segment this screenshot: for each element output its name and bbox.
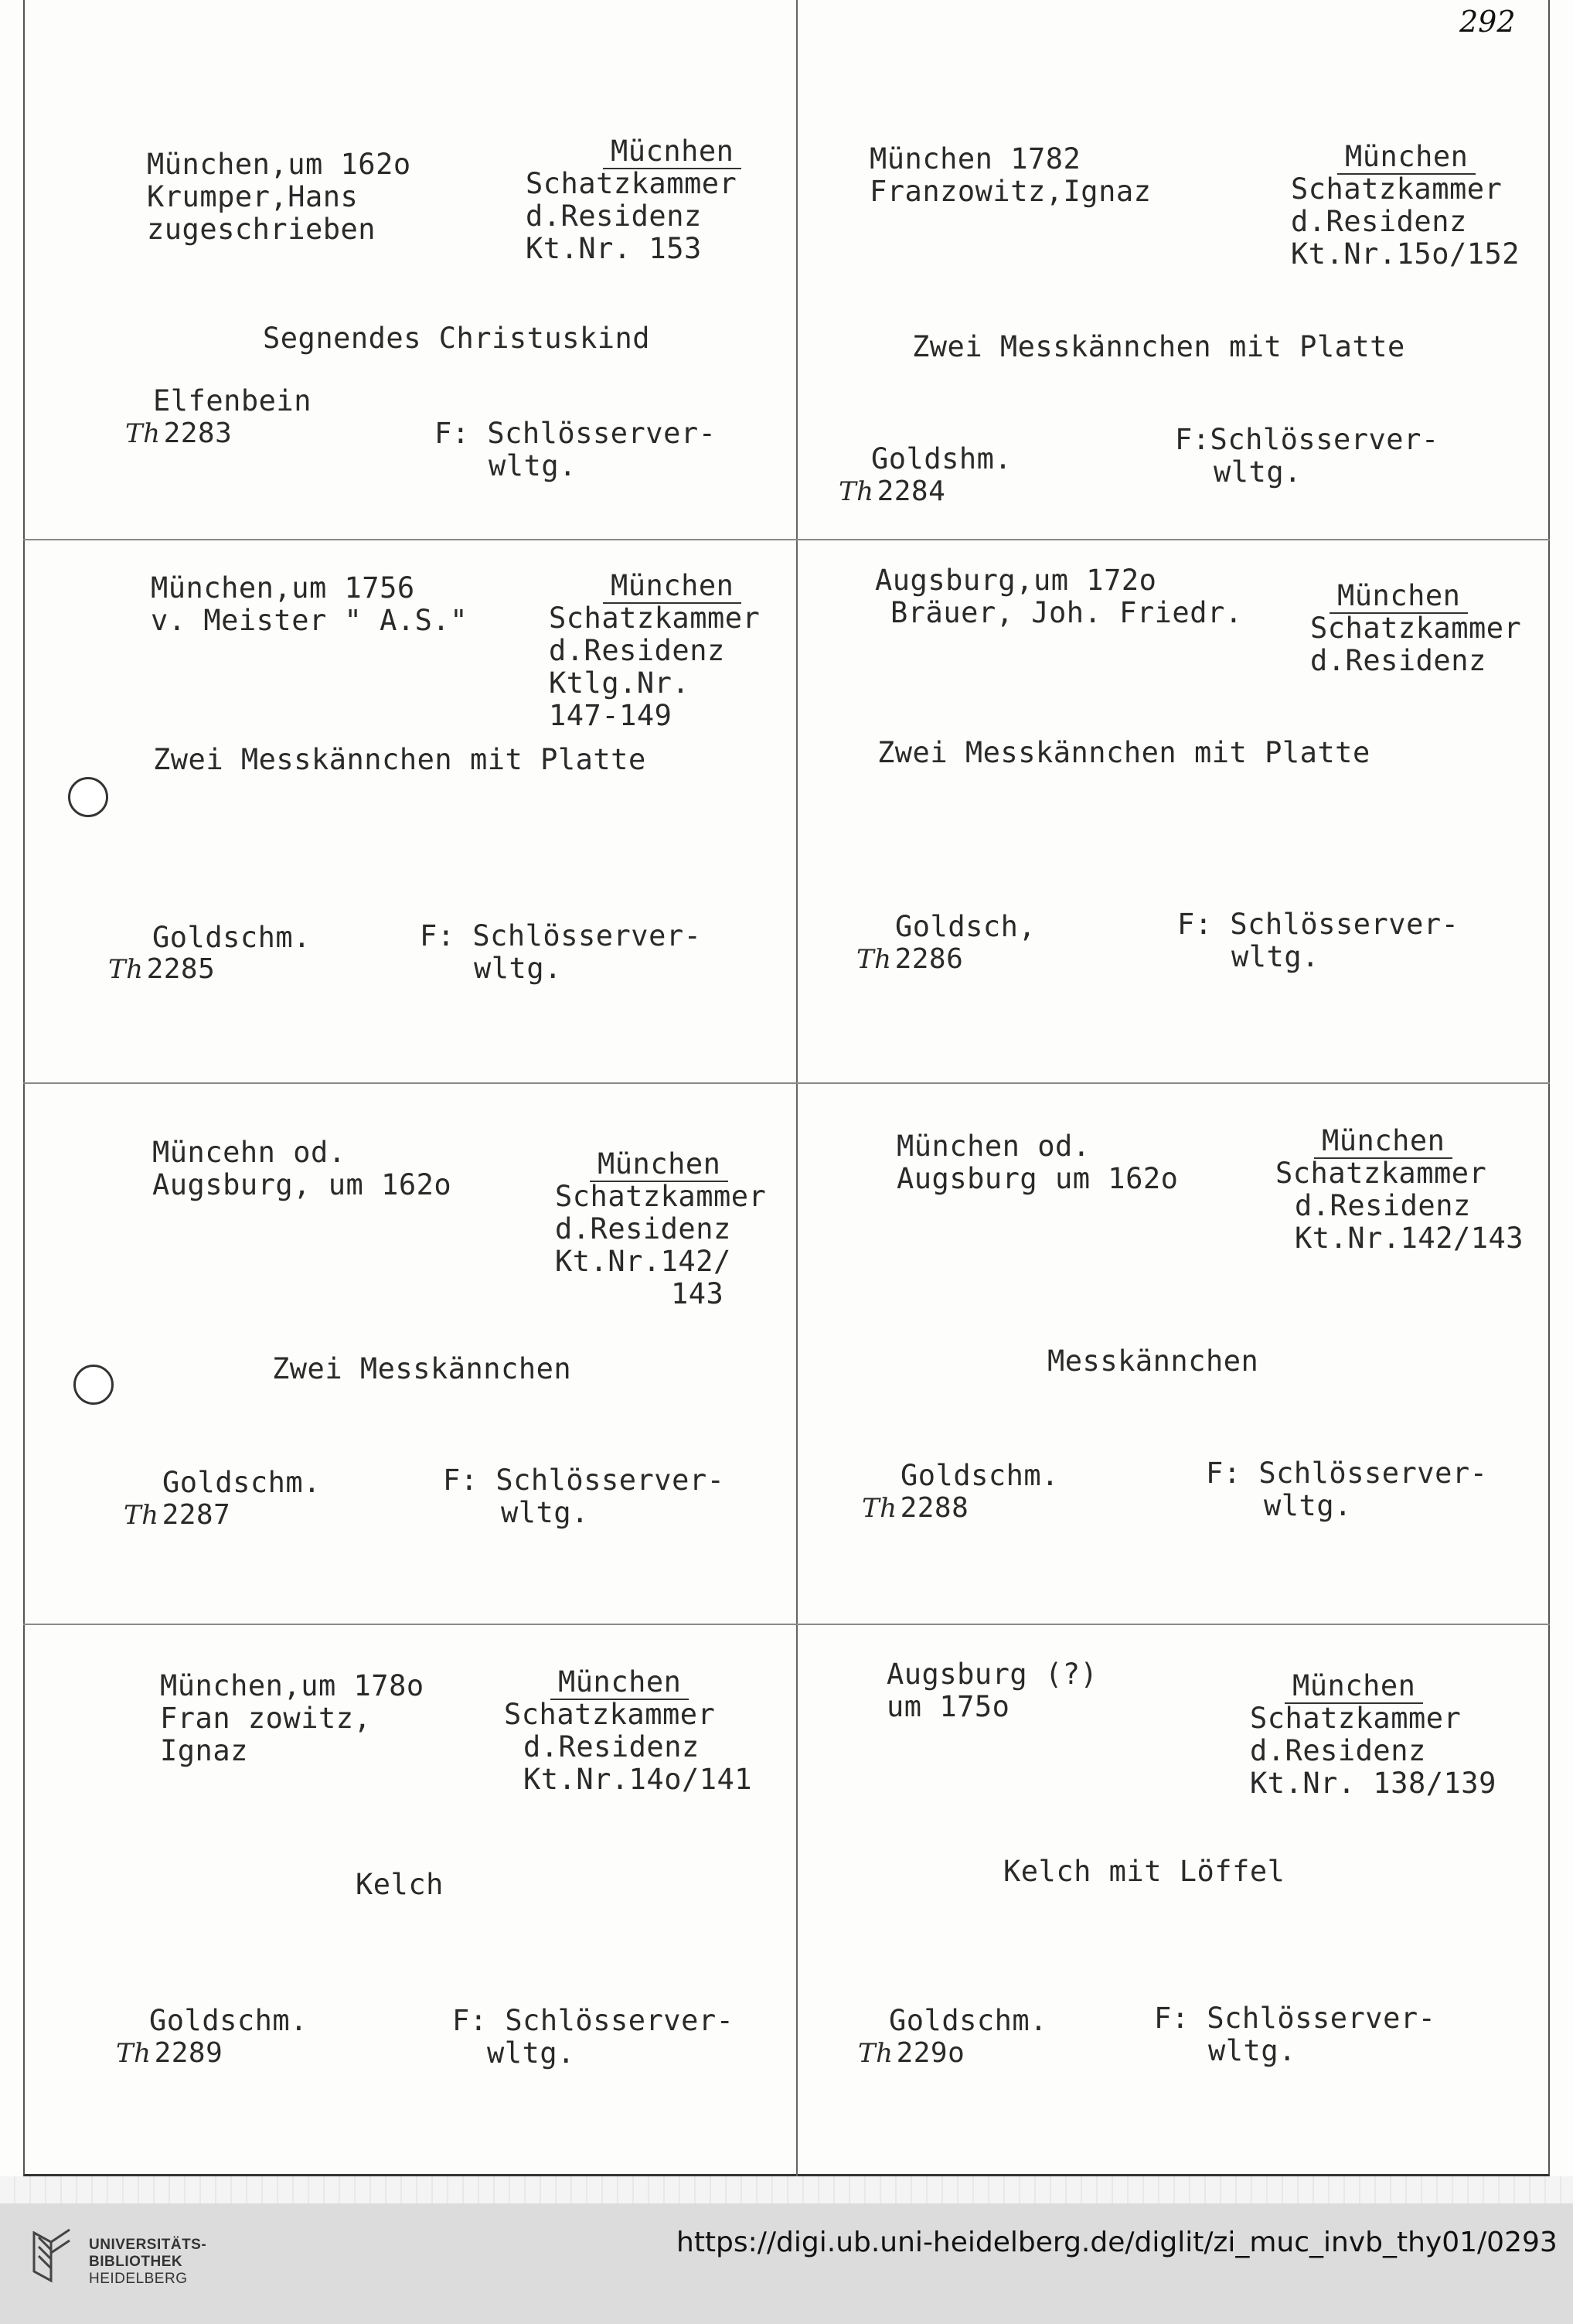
catalog-card (31, 541, 804, 1082)
card-inventory: Th 2287 (124, 1499, 231, 1531)
card-owner: F: Schlösserver- wltg. (1177, 908, 1459, 973)
card-title: Zwei Messkännchen mit Platte (912, 330, 1405, 363)
card-location: München Schatzkammer d.Residenz Kt.Nr. 138/139 (1250, 1669, 1496, 1800)
card-origin: München 1782 Franzowitz,Ignaz (870, 142, 1152, 208)
card-material: Goldschm. (889, 2004, 1047, 2037)
card-inventory: Th 2288 (862, 1492, 969, 1524)
card-title: Messkännchen (1047, 1344, 1259, 1378)
card-location: München Schatzkammer d.Residenz Kt.Nr.142/143 (1275, 1124, 1524, 1255)
card-title: Segnendes Christuskind (263, 322, 651, 355)
card-title: Zwei Messkännchen (272, 1352, 572, 1385)
card-inventory: Th 229o (858, 2037, 965, 2069)
card-location: München Schatzkammer d.Residenz Kt.Nr.15o/152 (1291, 140, 1520, 271)
source-url-link[interactable]: https://digi.ub.uni-heidelberg.de/diglit/zi_muc_invb_thy01/0293 (676, 2227, 1558, 2258)
card-owner: F: Schlösserver- wltg. (434, 417, 717, 482)
card-material: Goldsch, (895, 910, 1037, 943)
card-location: München Schatzkammer d.Residenz Kt.Nr.142/ 143 (555, 1147, 767, 1310)
catalog-card (804, 1624, 1573, 2165)
card-owner: F: Schlösserver- wltg. (1154, 2002, 1436, 2067)
card-material: Goldschm. (162, 1466, 321, 1499)
card-origin: München,um 178o Fran zowitz, Ignaz (160, 1669, 424, 1767)
card-location: München Schatzkammer d.Residenz (1310, 579, 1522, 677)
card-material: Goldschm. (149, 2004, 308, 2037)
card-material: Goldschm. (152, 921, 311, 954)
catalog-card (31, 0, 804, 541)
card-inventory: Th 2286 (856, 943, 964, 975)
card-title: Zwei Messkännchen mit Platte (153, 743, 646, 776)
card-owner: F:Schlösserver- wltg. (1175, 423, 1439, 489)
card-owner: F: Schlösserver- wltg. (452, 2004, 734, 2070)
card-origin: München od. Augsburg um 162o (897, 1130, 1179, 1195)
card-origin: München,um 1756 v. Meister " A.S." (151, 571, 468, 637)
card-origin: Augsburg (?) um 175o (887, 1658, 1098, 1723)
card-material: Elfenbein (153, 384, 312, 417)
card-material: Goldshm. (871, 442, 1013, 475)
card-inventory: Th 2285 (108, 953, 216, 985)
card-title: Kelch mit Löffel (1003, 1855, 1285, 1888)
scan-edge (0, 2176, 1573, 2203)
card-origin: Augsburg,um 172o Bräuer, Joh. Friedr. (875, 564, 1243, 629)
card-origin: Müncehn od. Augsburg, um 162o (152, 1136, 452, 1201)
card-inventory: Th 2284 (839, 475, 946, 507)
card-material: Goldschm. (901, 1459, 1059, 1492)
card-location: München Schatzkammer d.Residenz Kt.Nr.14o/141 (504, 1665, 753, 1796)
library-logo-text: UNIVERSITÄTS- BIBLIOTHEK HEIDELBERG (89, 2237, 207, 2287)
footer-bar (0, 2203, 1573, 2324)
catalog-card (804, 0, 1573, 541)
page-number: 292 (1459, 5, 1516, 39)
card-inventory: Th 2289 (116, 2037, 223, 2069)
library-logo-icon (31, 2227, 73, 2284)
card-title: Kelch (356, 1868, 444, 1901)
catalog-card (804, 1082, 1573, 1624)
card-inventory: Th 2283 (125, 417, 233, 449)
catalog-card (31, 1624, 804, 2165)
card-title: Zwei Messkännchen mit Platte (877, 736, 1370, 769)
card-location: Mücnhen Schatzkammer d.Residenz Kt.Nr. 153 (526, 135, 741, 265)
catalog-card (31, 1082, 804, 1624)
card-location: München Schatzkammer d.Residenz Ktlg.Nr. 147-149 (549, 569, 761, 732)
card-owner: F: Schlösserver- wltg. (1206, 1457, 1488, 1522)
catalog-card (804, 541, 1573, 1082)
card-owner: F: Schlösserver- wltg. (443, 1464, 725, 1529)
card-origin: München,um 162o Krumper,Hans zugeschrieben (147, 148, 411, 246)
card-owner: F: Schlösserver- wltg. (420, 919, 702, 985)
